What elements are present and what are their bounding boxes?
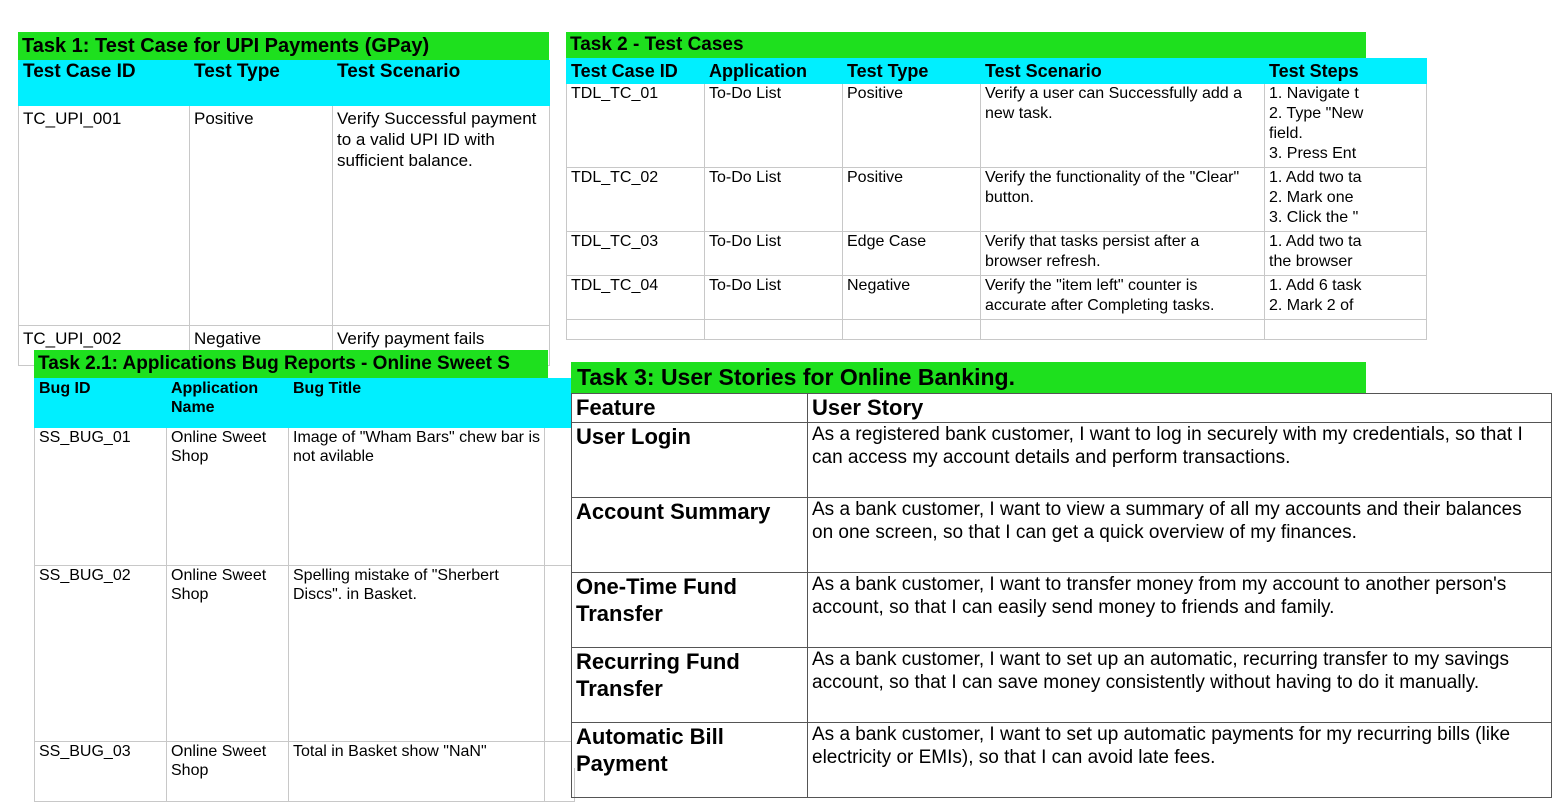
task1-table (18, 60, 550, 366)
table-row (572, 498, 1552, 573)
table-header-row (572, 394, 1552, 423)
table-row (572, 423, 1552, 498)
cell-id: SS_BUG_03 (35, 742, 167, 802)
table-row (567, 168, 1427, 232)
cell-bug-title: Spelling mistake of "Sherbert Discs". in Basket. (289, 566, 545, 742)
table-row (35, 428, 575, 566)
table-row (572, 573, 1552, 648)
table-row (572, 723, 1552, 798)
cell-steps (1265, 232, 1427, 276)
cell-scenario: Verify the functionality of the "Clear" button. (981, 168, 1265, 232)
header-user-story: User Story (808, 394, 1552, 423)
table-row (567, 232, 1427, 276)
cell-type: Positive (190, 106, 333, 326)
header-test-case-id: Test Case ID (567, 59, 705, 84)
table-row (35, 566, 575, 742)
cell-app: To-Do List (705, 232, 843, 276)
cell-app: To-Do List (705, 168, 843, 232)
cell-steps (1265, 168, 1427, 232)
cell-type: Positive (843, 168, 981, 232)
cell-steps (1265, 276, 1427, 320)
step-line: the browser (1269, 253, 1353, 270)
header-feature: Feature (572, 394, 808, 423)
cell-scenario: Verify Successful payment to a valid UPI ID with sufficient balance. (333, 106, 550, 326)
cell-steps (1265, 84, 1427, 168)
cell-id: TDL_TC_01 (567, 84, 705, 168)
cell-type: Positive (843, 84, 981, 168)
step-line: 1. Navigate t (1269, 85, 1359, 102)
cell-story: As a bank customer, I want to transfer money from my account to another person's account, so that I can easily send money to friends and family. (808, 573, 1552, 648)
cell-type: Edge Case (843, 232, 981, 276)
cell-story: As a bank customer, I want to set up an automatic, recurring transfer to my savings account, so that I can save money consistently without having to do it manually. (808, 648, 1552, 723)
cell-feature: Automatic Bill Payment (572, 723, 808, 798)
task21-table (34, 378, 575, 802)
task1-panel (18, 32, 549, 348)
task1-title: Task 1: Test Case for UPI Payments (GPay) (18, 32, 549, 60)
task2-title: Task 2 - Test Cases (566, 32, 1366, 58)
header-test-type: Test Type (843, 59, 981, 84)
table-header-row (35, 379, 575, 428)
cell-app: To-Do List (705, 276, 843, 320)
header-bug-title: Bug Title (289, 379, 545, 428)
step-line: field. (1269, 125, 1303, 142)
cell-bug-title: Image of "Wham Bars" chew bar is not avilable (289, 428, 545, 566)
header-application: Application (705, 59, 843, 84)
cell-bug-title: Total in Basket show "NaN" (289, 742, 545, 802)
cell-story: As a bank customer, I want to view a summary of all my accounts and their balances on one screen, so that I can get a quick overview of my finances. (808, 498, 1552, 573)
header-test-scenario: Test Scenario (981, 59, 1265, 84)
cell-id: TDL_TC_03 (567, 232, 705, 276)
header-test-steps: Test Steps (1265, 59, 1427, 84)
table-row (19, 106, 550, 326)
header-test-scenario: Test Scenario (333, 61, 550, 106)
task21-panel (34, 350, 548, 779)
cell-scenario: Verify payment fails (333, 326, 550, 366)
cell-feature: User Login (572, 423, 808, 498)
cell-id: TC_UPI_001 (19, 106, 190, 326)
cell-story: As a bank customer, I want to set up automatic payments for my recurring bills (like electricity or EMIs), so that I can avoid late fees. (808, 723, 1552, 798)
task3-title: Task 3: User Stories for Online Banking. (571, 362, 1366, 393)
table-row (567, 320, 1427, 340)
cell-id: SS_BUG_01 (35, 428, 167, 566)
step-line: 2. Mark 2 of (1269, 297, 1354, 314)
task2-table (566, 58, 1427, 340)
step-line: 1. Add two ta (1269, 169, 1362, 186)
table-row (35, 742, 575, 802)
cell-app: Online Sweet Shop (167, 742, 289, 802)
cell-scenario: Verify a user can Successfully add a new task. (981, 84, 1265, 168)
table-row (567, 276, 1427, 320)
step-line: 3. Click the " (1269, 209, 1359, 226)
task3-panel (571, 362, 1523, 776)
cell-feature: Recurring Fund Transfer (572, 648, 808, 723)
step-line: 1. Add 6 task (1269, 277, 1362, 294)
cell-feature: Account Summary (572, 498, 808, 573)
header-application-name: Application Name (167, 379, 289, 428)
cell-scenario: Verify that tasks persist after a browser refresh. (981, 232, 1265, 276)
cell-app: Online Sweet Shop (167, 428, 289, 566)
cell-app: To-Do List (705, 84, 843, 168)
task21-title: Task 2.1: Applications Bug Reports - Online Sweet S (34, 350, 548, 378)
header-test-type: Test Type (190, 61, 333, 106)
step-line: 1. Add two ta (1269, 233, 1362, 250)
cell-feature: One-Time Fund Transfer (572, 573, 808, 648)
cell-id: SS_BUG_02 (35, 566, 167, 742)
cell-app: Online Sweet Shop (167, 566, 289, 742)
step-line: 2. Type "New (1269, 105, 1364, 122)
cell-id: TC_UPI_002 (19, 326, 190, 366)
cell-story: As a registered bank customer, I want to log in securely with my credentials, so that I can access my account details and perform transactions. (808, 423, 1552, 498)
task2-panel (566, 32, 1366, 328)
table-header-row (19, 61, 550, 106)
header-test-case-id: Test Case ID (19, 61, 190, 106)
step-line: 3. Press Ent (1269, 145, 1357, 162)
cell-scenario: Verify the "item left" counter is accurate after Completing tasks. (981, 276, 1265, 320)
cell-id: TDL_TC_02 (567, 168, 705, 232)
task3-table (571, 393, 1552, 798)
cell-type: Negative (190, 326, 333, 366)
step-line: 2. Mark one (1269, 189, 1354, 206)
cell-id: TDL_TC_04 (567, 276, 705, 320)
table-header-row (567, 59, 1427, 84)
header-bug-id: Bug ID (35, 379, 167, 428)
table-row (567, 84, 1427, 168)
table-row (572, 648, 1552, 723)
cell-type: Negative (843, 276, 981, 320)
